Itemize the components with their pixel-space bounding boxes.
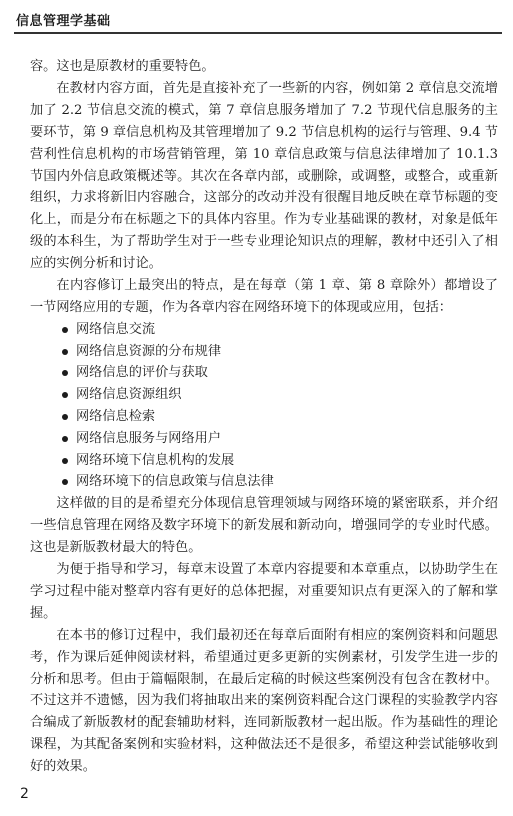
list-item <box>62 471 498 493</box>
list-item <box>62 450 498 472</box>
list-item-text: 网络信息的评价与获取 <box>76 365 208 381</box>
page-body <box>30 56 498 778</box>
paragraph-purpose: 这样做的目的是希望充分体现信息管理领域与网络环境的紧密联系，并介绍一些信息管理在网络及数字环境下的新发展和新动向，增强同学的专业时代感。这也是新版教材最大的特色。 <box>30 496 498 556</box>
list-item <box>62 362 498 384</box>
list-item <box>62 319 498 341</box>
list-item-text: 网络信息交流 <box>76 321 156 337</box>
paragraph-continuation: 容。这也是原教材的重要特色。 <box>30 59 215 74</box>
list-item <box>62 406 498 428</box>
network-topics-list <box>30 319 498 493</box>
book-title: 信息管理学基础 <box>16 14 111 29</box>
list-item-text: 网络环境下信息机构的发展 <box>76 452 235 468</box>
bullet-icon <box>62 370 68 376</box>
list-item-text: 网络环境下的信息政策与信息法律 <box>76 474 274 490</box>
paragraph-content-changes: 在教材内容方面，首先是直接补充了一些新的内容，例如第 2 章信息交流增加了 2.2 节信息交流的模式，第 7 章信息服务增加了 7.2 节现代信息服务的主要环节，第 9 章信息机构及其管理增加了 9.2 节信息机构的运行与管理、9.4 节营利性信息机构的市场营销管理，第 10 章信息政策与信息法律增加了 10.1.3 节国内外信息政策概述等。其次在各章内部，或删除，或调整，或整合，或重新组织，力求将新旧内容融合，这部分的改动并没有很醒目地反映在章节标题的变化上，而是分布在标题之下的具体内容里。作为专业基础课的教材，对象是低年级的本科生，为了帮助学生对于一些专业理论知识点的理解，教材中还引入了相应的实例分析和讨论。 <box>30 80 498 272</box>
bullet-icon <box>62 392 68 398</box>
list-item <box>62 428 498 450</box>
bullet-icon <box>62 458 68 464</box>
list-item-text: 网络信息检索 <box>76 409 156 425</box>
bullet-icon <box>62 327 68 333</box>
list-item-text: 网络信息服务与网络用户 <box>76 430 222 446</box>
bullet-icon <box>62 436 68 442</box>
list-item <box>62 384 498 406</box>
page-number: 2 <box>20 786 29 802</box>
paragraph-case-materials: 在本书的修订过程中，我们最初还在每章后面附有相应的案例资料和问题思考，作为课后延伸阅读材料，希望通过更多更新的实例素材，引发学生进一步的分析和思考。但由于篇幅限制，在最后定稿的时候这些案例没有包含在教材中。不过这并不遗憾，因为我们将抽取出来的案例资料配合这门课程的实验教学内容合编成了新版教材的配套辅助材料，连同新版教材一起出版。作为基础性的理论课程，为其配备案例和实验材料，这种做法还不是很多，希望这种尝试能够收到好的效果。 <box>30 627 498 775</box>
bullet-icon <box>62 479 68 485</box>
bullet-icon <box>62 349 68 355</box>
list-item-text: 网络信息资源的分布规律 <box>76 343 222 359</box>
list-item <box>62 341 498 363</box>
list-item-text: 网络信息资源组织 <box>76 387 182 403</box>
running-header <box>14 8 502 34</box>
paragraph-network-feature: 在内容修订上最突出的特点，是在每章（第 1 章、第 8 章除外）都增设了一节网络应用的专题，作为各章内容在网络环境下的体现或应用，包括： <box>30 278 498 315</box>
bullet-icon <box>62 414 68 420</box>
paragraph-chapter-summary: 为便于指导和学习，每章末设置了本章内容提要和本章重点，以协助学生在学习过程中能对整章内容有更好的总体把握，对重要知识点有更深入的了解和掌握。 <box>30 561 498 621</box>
header-divider <box>14 32 502 34</box>
